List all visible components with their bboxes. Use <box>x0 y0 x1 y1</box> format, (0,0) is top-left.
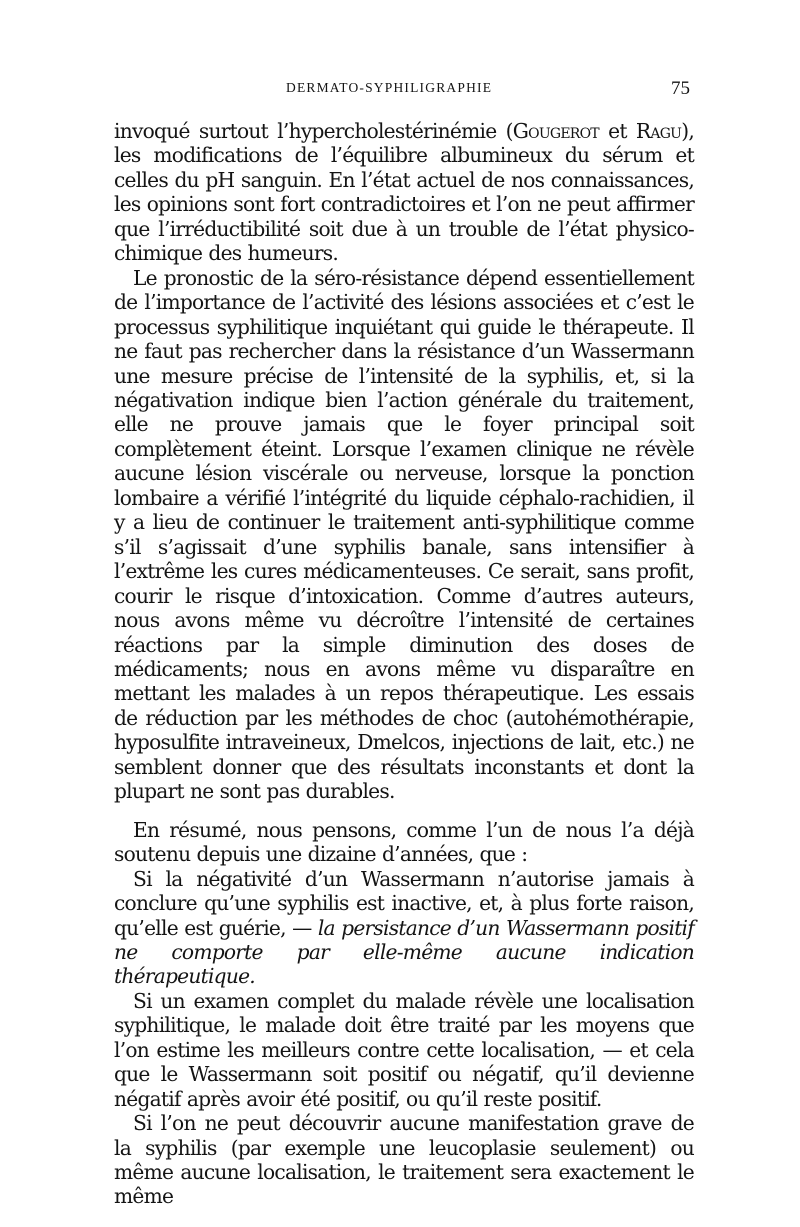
paragraph: invoqué surtout l’hypercholestérinémie (Gougerot et Ragu), les modifications de l’équilibre albumineux du sérum et celles du pH sanguin. En l’état actuel de nos connaissances, les opinions sont fort contradictoires et l’on ne peut affirmer que l’irréductibilité soit due à un trouble de l’état physico-chimique des humeurs. <box>114 119 694 266</box>
paragraph: Si l’on ne peut découvrir aucune manifestation grave de la syphilis (par exemple une leucoplasie seulement) ou même aucune localisation, le traitement sera exactement le même <box>114 1111 694 1209</box>
page-header <box>114 0 694 112</box>
paragraph: Le pronostic de la séro-résistance dépend essentiellement de l’importance de l’activité des lésions associées et c’est le processus syphilitique inquiétant qui guide le thérapeute. Il ne faut pas rechercher dans la résistance d’un Wassermann une mesure précise de l’intensité de la syphilis, et, si la négativation indique bien l’action générale du traitement, elle ne prouve jamais que le foyer principal soit complètement éteint. Lorsque l’examen clinique ne révèle aucune lésion viscérale ou nerveuse, lorsque la ponction lombaire a vérifié l’intégrité du liquide céphalo-rachidien, il y a lieu de continuer le traitement anti-syphilitique comme s’il s’agissait d’une syphilis banale, sans intensifier à l’extrême les cures médicamenteuses. Ce serait, sans profit, courir le risque d’intoxication. Comme d’autres auteurs, nous avons même vu décroître l’intensité de certaines réactions par la simple diminution des doses de médicaments; nous en avons même vu disparaître en mettant les malades à un repos thérapeutique. Les essais de réduction par les méthodes de choc (autohémothérapie, hyposulfite intraveineux, Dmelcos, injections de lait, etc.) ne semblent donner que des résultats inconstants et dont la plupart ne sont pas durables. <box>114 265 694 804</box>
paragraph: Si la négativité d’un Wassermann n’autorise jamais à conclure qu’une syphilis est inactive, et, à plus forte raison, qu’elle est guérie, — la persistance d’un Wassermann positif ne comporte par elle-même aucune indication thérapeutique. <box>114 866 694 989</box>
paragraph: Si un examen complet du malade révèle une localisation syphilitique, le malade doit être traité par les moyens que l’on estime les meilleurs contre cette localisation, — et cela que le Wassermann soit positif ou négatif, qu’il devienne négatif après avoir été positif, ou qu’il reste positif. <box>114 988 694 1111</box>
italic-conclusion: la persistance d’un Wassermann positif ne comporte par elle-même aucune indication thérapeutique. <box>114 915 694 989</box>
body-text <box>114 119 694 1209</box>
author-name: Ragu <box>635 119 682 143</box>
page-number: 75 <box>671 78 690 99</box>
paragraph: En résumé, nous pensons, comme l’un de nous l’a déjà soutenu depuis une dizaine d’années, que : <box>114 817 694 867</box>
running-head: DERMATO-SYPHILIGRAPHIE <box>286 80 493 95</box>
author-name: Gougerot <box>512 119 599 143</box>
book-page <box>114 0 694 1209</box>
